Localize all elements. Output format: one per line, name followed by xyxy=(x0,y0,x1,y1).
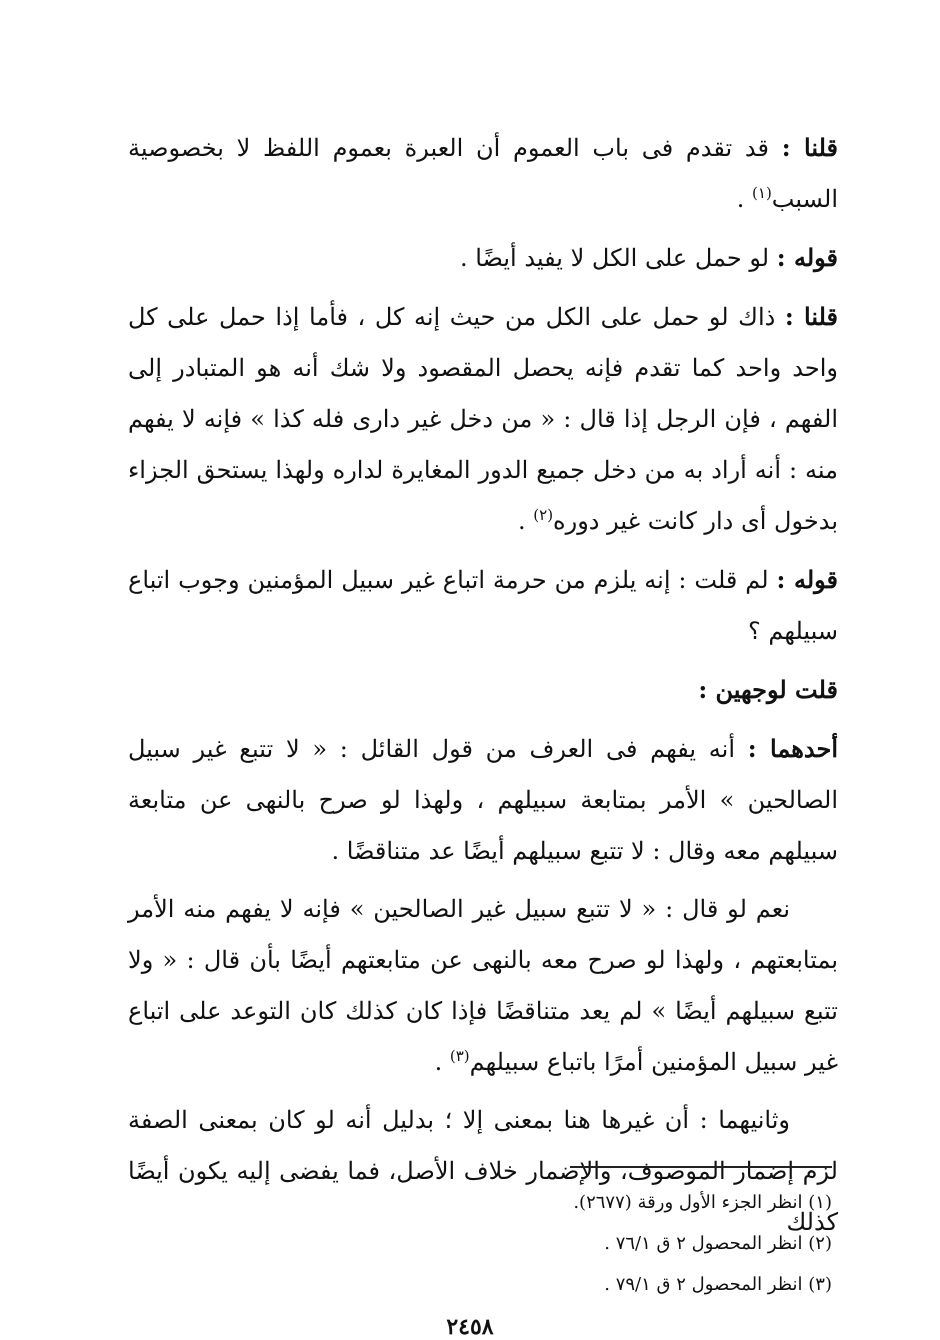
paragraph-4 xyxy=(128,554,838,657)
footnote-reference: (٢) xyxy=(533,506,554,524)
footnote-1: (١) انظر الجزء الأول ورقة (٢٦٧٧). xyxy=(573,1192,832,1213)
footnote-3: (٣) انظر المحصول ٢ ق ٧٩/١ . xyxy=(604,1274,832,1295)
paragraph-text: لم قلت : إنه يلزم من حرمة اتباع غير سبيل المؤمنين وجوب اتباع سبيلهم ؟ xyxy=(128,566,838,645)
paragraph-lead: قلنا : xyxy=(781,133,838,162)
page-number: ٢٤٥٨ xyxy=(446,1314,494,1340)
paragraph-6 xyxy=(128,723,838,877)
paragraph-text: نعم لو قال : « لا تتبع سبيل غير الصالحين » فإنه لا يفهم منه الأمر بمتابعتهم ، ولهذا لو صرح معه بالنهى عن متابعتهم أيضًا بأن قال : « ولا تتبع سبيلهم أيضًا » لم يعد متناقضًا فإذا كان كذلك كان التوعد على اتباع غير سبيل المؤمنين أمرًا باتباع سبيلهم xyxy=(128,895,838,1076)
footnote-reference: (١) xyxy=(752,184,772,202)
paragraph-text: وثانيهما : أن غيرها هنا بمعنى إلا ؛ بدليل أنه لو كان بمعنى الصفة لزم إضمار الموصوف، والإضمار خلاف الأصل، فما يفضى إليه يكون أيضًا كذلك xyxy=(128,1106,838,1236)
footnote-separator xyxy=(570,1166,832,1168)
paragraph-7 xyxy=(128,884,838,1088)
paragraph-text: قد تقدم فى باب العموم أن العبرة بعموم اللفظ لا بخصوصية السبب xyxy=(128,134,838,213)
footnote-reference: (٣) xyxy=(449,1047,470,1065)
paragraph-lead: قلت لوجهين : xyxy=(698,675,838,704)
paragraph-lead: أحدهما : xyxy=(747,734,838,763)
main-text xyxy=(128,122,838,1255)
paragraph-text: لو حمل على الكل لا يفيد أيضًا . xyxy=(459,244,777,272)
paragraph-lead: قوله : xyxy=(776,565,839,594)
paragraph-tail: . xyxy=(736,185,753,213)
paragraph-text: ذاك لو حمل على الكل من حيث إنه كل ، فأما إذا حمل على كل واحد واحد كما تقدم فإنه يحصل المقصود ولا شك أنه هو المتبادر إلى الفهم ، فإن الرجل إذا قال : « من دخل غير دارى فله كذا » فإنه لا يفهم منه : أنه أراد به من دخل جميع الدور المغايرة لداره ولهذا يستحق الجزاء بدخول أى دار كانت غير دوره xyxy=(128,303,838,535)
paragraph-tail: . xyxy=(434,1048,450,1076)
footnote-2: (٢) انظر المحصول ٢ ق ٧٦/١ . xyxy=(604,1233,832,1254)
footnotes xyxy=(412,1182,832,1305)
paragraph-3 xyxy=(128,291,838,547)
paragraph-2 xyxy=(128,232,838,284)
paragraph-lead: قلنا : xyxy=(784,302,838,331)
paragraph-1 xyxy=(128,122,838,225)
paragraph-text: أنه يفهم فى العرف من قول القائل : « لا تتبع غير سبيل الصالحين » الأمر بمتابعة سبيلهم ، ولهذا لو صرح بالنهى عن متابعة سبيلهم معه وقال : لا تتبع سبيلهم أيضًا عد متناقضًا . xyxy=(128,735,838,865)
paragraph-5 xyxy=(128,664,838,716)
paragraph-lead: قوله : xyxy=(776,243,838,272)
paragraph-tail: . xyxy=(518,507,534,535)
